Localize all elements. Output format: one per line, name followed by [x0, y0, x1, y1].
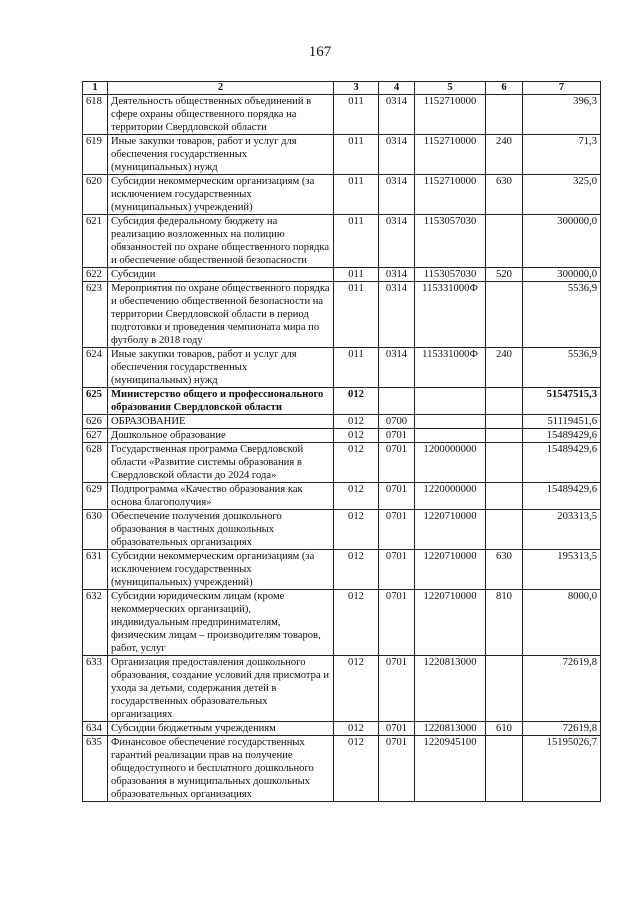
target-article-code: 1153057030	[415, 215, 486, 268]
target-article-code: 1153057030	[415, 268, 486, 282]
section-code: 0701	[379, 722, 415, 736]
row-description: Финансовое обеспечение государственных гарантий реализации прав на получение общедоступного и бесплатного дошкольного образования в муниципальных дошкольных образовательных организациях	[108, 736, 334, 802]
table-row	[83, 736, 601, 802]
ministry-code: 012	[334, 656, 379, 722]
row-description: Деятельность общественных объединений в сфере охраны общественного порядка на территории Свердловской области	[108, 95, 334, 135]
expense-type-code	[486, 215, 523, 268]
expense-type-code	[486, 388, 523, 415]
header-cell: 1	[83, 82, 108, 95]
ministry-code: 012	[334, 736, 379, 802]
ministry-code: 012	[334, 550, 379, 590]
table-row	[83, 656, 601, 722]
amount-value: 203313,5	[523, 510, 601, 550]
row-number: 620	[83, 175, 108, 215]
table-row	[83, 550, 601, 590]
expense-type-code	[486, 510, 523, 550]
header-cell: 2	[108, 82, 334, 95]
ministry-code: 012	[334, 510, 379, 550]
row-number: 631	[83, 550, 108, 590]
row-number: 634	[83, 722, 108, 736]
expense-type-code	[486, 443, 523, 483]
ministry-code: 011	[334, 135, 379, 175]
row-number: 629	[83, 483, 108, 510]
target-article-code	[415, 429, 486, 443]
expense-type-code	[486, 415, 523, 429]
row-number: 622	[83, 268, 108, 282]
section-code: 0701	[379, 550, 415, 590]
row-description: Субсидии бюджетным учреждениям	[108, 722, 334, 736]
target-article-code	[415, 415, 486, 429]
header-row	[83, 82, 601, 95]
row-description: Мероприятия по охране общественного порядка и обеспечению общественной безопасности на территории Свердловской области в период подготовки и проведения чемпионата мира по футболу в 2018 году	[108, 282, 334, 348]
amount-value: 5536,9	[523, 282, 601, 348]
target-article-code: 115331000Ф	[415, 282, 486, 348]
expense-type-code: 240	[486, 348, 523, 388]
row-number: 633	[83, 656, 108, 722]
section-code: 0701	[379, 590, 415, 656]
row-description: Государственная программа Свердловской области «Развитие системы образования в Свердловской области до 2024 года»	[108, 443, 334, 483]
section-code: 0314	[379, 175, 415, 215]
table-row	[83, 722, 601, 736]
ministry-code: 012	[334, 443, 379, 483]
row-number: 619	[83, 135, 108, 175]
target-article-code: 1220813000	[415, 722, 486, 736]
section-code: 0701	[379, 736, 415, 802]
ministry-code: 012	[334, 388, 379, 415]
row-description: Дошкольное образование	[108, 429, 334, 443]
amount-value: 72619,8	[523, 656, 601, 722]
target-article-code: 1152710000	[415, 95, 486, 135]
section-code: 0701	[379, 510, 415, 550]
ministry-code: 012	[334, 590, 379, 656]
expense-type-code	[486, 282, 523, 348]
row-description: Подпрограмма «Качество образования как основа благополучия»	[108, 483, 334, 510]
amount-value: 396,3	[523, 95, 601, 135]
target-article-code: 1220710000	[415, 510, 486, 550]
amount-value: 15489429,6	[523, 483, 601, 510]
target-article-code: 1220945100	[415, 736, 486, 802]
ministry-code: 011	[334, 268, 379, 282]
row-description: Иные закупки товаров, работ и услуг для обеспечения государственных (муниципальных) нужд	[108, 348, 334, 388]
row-description: Иные закупки товаров, работ и услуг для обеспечения государственных (муниципальных) нужд	[108, 135, 334, 175]
table-row	[83, 429, 601, 443]
expense-type-code: 520	[486, 268, 523, 282]
row-number: 621	[83, 215, 108, 268]
expense-type-code: 810	[486, 590, 523, 656]
ministry-code: 012	[334, 429, 379, 443]
row-description: Организация предоставления дошкольного образования, создание условий для присмотра и ухода за детьми, содержания детей в государственных образовательных организациях	[108, 656, 334, 722]
amount-value: 51547515,3	[523, 388, 601, 415]
amount-value: 72619,8	[523, 722, 601, 736]
page-number: 167	[308, 44, 332, 60]
header-cell: 3	[334, 82, 379, 95]
expense-type-code	[486, 736, 523, 802]
section-code: 0314	[379, 268, 415, 282]
table-row	[83, 590, 601, 656]
target-article-code: 1200000000	[415, 443, 486, 483]
expense-type-code: 630	[486, 175, 523, 215]
section-code: 0700	[379, 415, 415, 429]
row-number: 630	[83, 510, 108, 550]
ministry-code: 011	[334, 175, 379, 215]
budget-table	[82, 81, 601, 802]
row-description: Субсидия федеральному бюджету на реализацию возложенных на полицию обязанностей по охране общественного порядка и обеспечение общественной безопасности	[108, 215, 334, 268]
section-code: 0314	[379, 215, 415, 268]
section-code: 0701	[379, 656, 415, 722]
row-number: 628	[83, 443, 108, 483]
row-description: Субсидии	[108, 268, 334, 282]
row-description: Субсидии юридическим лицам (кроме некоммерческих организаций), индивидуальным предпринимателям, физическим лицам – производителям товаров, работ, услуг	[108, 590, 334, 656]
row-description: Министерство общего и профессионального образования Свердловской области	[108, 388, 334, 415]
expense-type-code	[486, 483, 523, 510]
header-cell: 7	[523, 82, 601, 95]
row-number: 625	[83, 388, 108, 415]
row-description: ОБРАЗОВАНИЕ	[108, 415, 334, 429]
target-article-code: 115331000Ф	[415, 348, 486, 388]
table-row	[83, 483, 601, 510]
amount-value: 300000,0	[523, 215, 601, 268]
expense-type-code	[486, 95, 523, 135]
target-article-code	[415, 388, 486, 415]
amount-value: 15489429,6	[523, 443, 601, 483]
amount-value: 195313,5	[523, 550, 601, 590]
amount-value: 15195026,7	[523, 736, 601, 802]
table-row	[83, 510, 601, 550]
amount-value: 5536,9	[523, 348, 601, 388]
section-code: 0314	[379, 135, 415, 175]
ministry-code: 011	[334, 348, 379, 388]
amount-value: 8000,0	[523, 590, 601, 656]
target-article-code: 1152710000	[415, 175, 486, 215]
target-article-code: 1220813000	[415, 656, 486, 722]
expense-type-code: 630	[486, 550, 523, 590]
amount-value: 300000,0	[523, 268, 601, 282]
table-row	[83, 282, 601, 348]
target-article-code: 1152710000	[415, 135, 486, 175]
row-number: 626	[83, 415, 108, 429]
ministry-code: 012	[334, 722, 379, 736]
amount-value: 71,3	[523, 135, 601, 175]
ministry-code: 011	[334, 215, 379, 268]
section-code: 0314	[379, 282, 415, 348]
table-row	[83, 388, 601, 415]
table-row	[83, 415, 601, 429]
table-row	[83, 348, 601, 388]
row-number: 635	[83, 736, 108, 802]
section-code	[379, 388, 415, 415]
row-number: 627	[83, 429, 108, 443]
target-article-code: 1220710000	[415, 590, 486, 656]
table-row	[83, 268, 601, 282]
header-cell: 4	[379, 82, 415, 95]
row-description: Обеспечение получения дошкольного образования в частных дошкольных образовательных организациях	[108, 510, 334, 550]
row-number: 618	[83, 95, 108, 135]
expense-type-code: 240	[486, 135, 523, 175]
amount-value: 325,0	[523, 175, 601, 215]
expense-type-code: 610	[486, 722, 523, 736]
row-description: Субсидии некоммерческим организациям (за исключением государственных (муниципальных) учреждений)	[108, 175, 334, 215]
section-code: 0701	[379, 483, 415, 510]
amount-value: 51119451,6	[523, 415, 601, 429]
header-cell: 5	[415, 82, 486, 95]
section-code: 0701	[379, 443, 415, 483]
section-code: 0701	[379, 429, 415, 443]
expense-type-code	[486, 656, 523, 722]
target-article-code: 1220000000	[415, 483, 486, 510]
header-cell: 6	[486, 82, 523, 95]
table-row	[83, 95, 601, 135]
table-row	[83, 443, 601, 483]
row-description: Субсидии некоммерческим организациям (за исключением государственных (муниципальных) учреждений)	[108, 550, 334, 590]
table-row	[83, 135, 601, 175]
expense-type-code	[486, 429, 523, 443]
row-number: 624	[83, 348, 108, 388]
table-row	[83, 215, 601, 268]
section-code: 0314	[379, 348, 415, 388]
row-number: 623	[83, 282, 108, 348]
amount-value: 15489429,6	[523, 429, 601, 443]
ministry-code: 011	[334, 95, 379, 135]
ministry-code: 011	[334, 282, 379, 348]
row-number: 632	[83, 590, 108, 656]
ministry-code: 012	[334, 483, 379, 510]
section-code: 0314	[379, 95, 415, 135]
ministry-code: 012	[334, 415, 379, 429]
table-row	[83, 175, 601, 215]
target-article-code: 1220710000	[415, 550, 486, 590]
